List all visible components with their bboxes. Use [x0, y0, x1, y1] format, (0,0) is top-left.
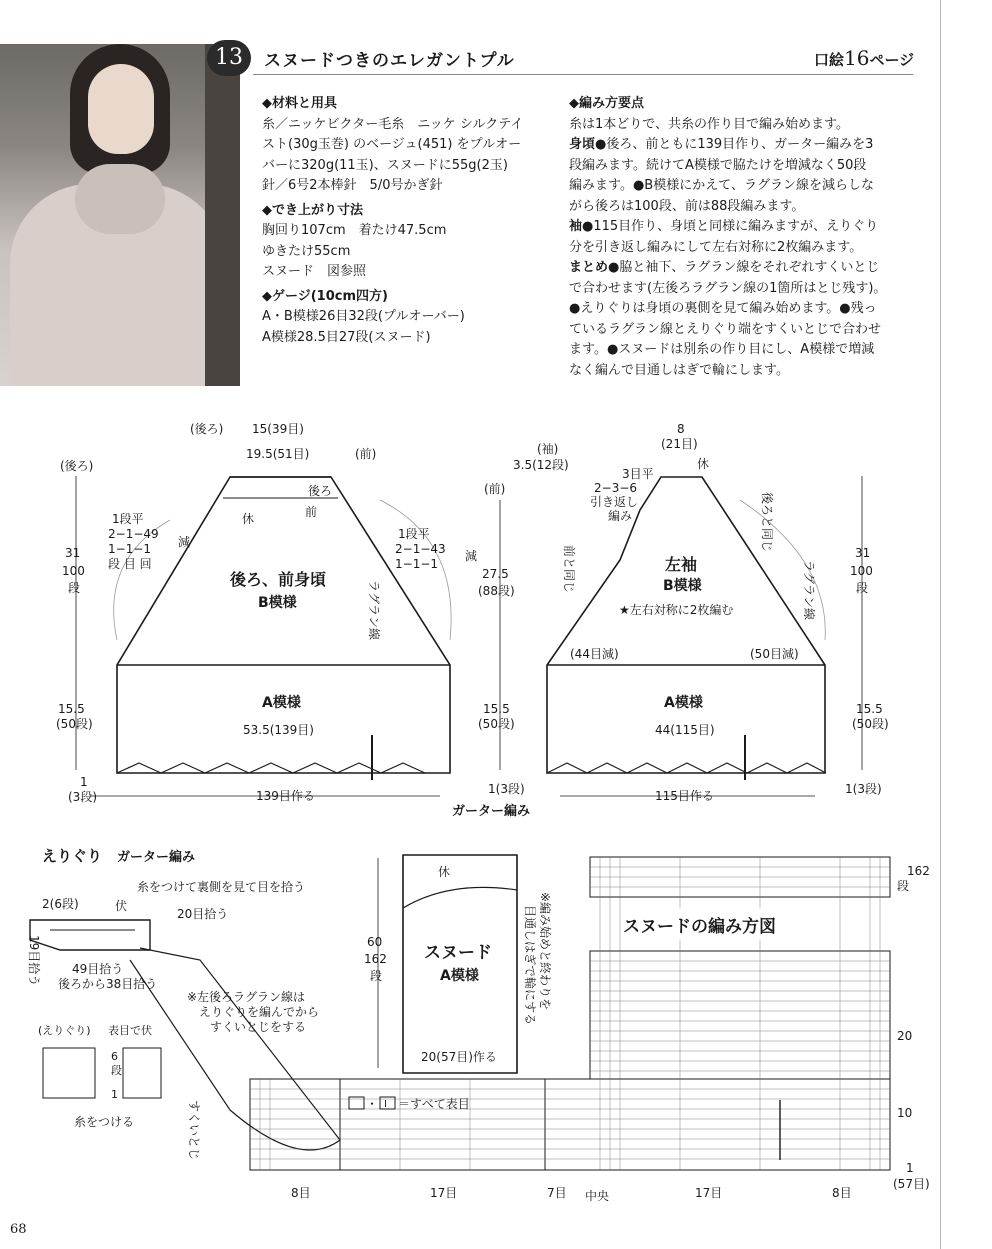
neck-small-6b: 段 [111, 1064, 122, 1077]
body-garter-rows: (3段) [68, 790, 97, 804]
snood-pattern: A模様 [440, 968, 479, 984]
col-7: 7目 [547, 1186, 567, 1200]
body-height-cm: 31 [65, 546, 81, 560]
body-dec-left-tag: 減 [178, 535, 191, 549]
chart-title: スヌードの編み方図 [623, 917, 776, 937]
body-front-height-cm: 27.5 [482, 567, 509, 581]
body-height-rows: 100 [62, 564, 85, 578]
pattern-title: スヌードつきのエレガントプル [264, 51, 515, 71]
body-dec-left-1: 2−1−49 [108, 527, 159, 541]
snood-title: スヌード [424, 943, 492, 963]
body-left-back: (後ろ) [60, 459, 94, 473]
neck-pick20: 20目拾う [177, 907, 229, 921]
neck-pick49: 49目拾う [72, 962, 124, 976]
body-side-cm: 15.5 [58, 702, 85, 716]
sleeve-height-cm: 31 [855, 546, 871, 560]
sleeve-title: 左袖 [665, 555, 698, 574]
sleeve-note: ★左右対称に2枚編む [619, 603, 734, 617]
col-17-left: 17目 [430, 1186, 458, 1200]
sleeve-top-cm: 8 [677, 422, 685, 436]
neck-h1: 2(6段) [42, 897, 79, 911]
row-162: 162 [907, 864, 930, 878]
body-raglan: ラグラン線 [367, 580, 381, 641]
neck-note-2: すくいとじをする [210, 1020, 307, 1034]
snood-height-cm: 60 [367, 935, 383, 949]
sleeve-dec-left: (44目減) [570, 647, 619, 661]
sleeve-top-stitches: (21目) [661, 437, 698, 451]
neck-left19: 19目拾う [27, 935, 41, 987]
body-dec-left-2: 1−1−1 [108, 542, 152, 556]
sleeve-raglan: ラグラン線 [802, 560, 816, 621]
sleeve-height-rows: 100 [850, 564, 873, 578]
body-back-label: 後ろ [308, 484, 333, 498]
snood-height-unit: 段 [370, 969, 383, 983]
neck-note-0: ※左後ろラグラン線は [187, 990, 306, 1004]
body-garter-cm: 1 [80, 775, 88, 789]
body-side-rows: (50段) [56, 717, 93, 731]
body-front-height-rows: (88段) [478, 584, 515, 598]
body-pattern-a: A模様 [262, 695, 301, 711]
materials-column: ◆材料と用具 糸／ニッケビクター毛糸 ニッケ シルクテイ スト(30g玉巻) のベージュ(451) をプルオー バーに320g(11玉)、スヌードに55g(2玉) 針／6号2本棒針 5/0号かぎ針 ◆でき上がり寸法 胸回り107cm 着たけ47.5cm ゆきたけ55cm スヌード 図参照 ◆ゲージ(10cm四方) A・B模様26目32段(プルオーバー) A模様28.5目27段(スヌード) [262, 94, 554, 348]
sleeve-short-rows-3: 編み [608, 509, 633, 523]
body-width: 53.5(139目) [243, 723, 314, 737]
snood-height-rows: 162 [364, 952, 387, 966]
col-17-right: 17目 [695, 1186, 723, 1200]
sleeve-short-rows-0: 3目平 [622, 467, 654, 481]
body-dec-right-1: 2−1−43 [395, 542, 446, 556]
sleeve-dec-right: (50目減) [750, 647, 799, 661]
neck-small-1: 1 [111, 1088, 118, 1101]
size-heading: ◆でき上がり寸法 [262, 202, 363, 218]
body-cast-on: 139目作る [256, 789, 315, 803]
row-162-unit: 段 [897, 879, 910, 893]
neck-bind-off: 表目で伏 [108, 1024, 152, 1037]
body-dec-left-0: 1段平 [112, 512, 144, 526]
sleeve-pattern-a: A模様 [664, 695, 703, 711]
gauge-heading: ◆ゲージ(10cm四方) [262, 288, 388, 304]
row-1: 1 [906, 1161, 914, 1175]
sleeve-top-rows: 3.5(12段) [513, 458, 569, 472]
neck-small-6: 6 [111, 1050, 118, 1063]
sleeve-mark: (袖) [537, 442, 559, 456]
sleeve-left-rows: (50段) [478, 717, 515, 731]
body-dec-right-0: 1段平 [398, 527, 430, 541]
neck-seam: すくいとじ [187, 1100, 201, 1161]
body-top-back-width: 15(39目) [252, 422, 304, 436]
snood-note-1: 目通しはぎで輪にする [523, 905, 537, 1026]
neck-title: えりぐり [42, 847, 103, 865]
sleeve-garter-right: 1(3段) [845, 782, 882, 796]
body-dec-right-tag: 減 [465, 549, 478, 563]
neck-sub: ガーター編み [117, 850, 196, 865]
sleeve-rest: 休 [697, 457, 710, 471]
sleeve-short-rows-1: 2−3−6 [594, 481, 638, 495]
body-dec-right-2: 1−1−1 [395, 557, 439, 571]
body-top-front-width: 19.5(51目) [246, 447, 310, 461]
instructions-heading: ◆編み方要点 [569, 96, 644, 111]
sleeve-same-back: 後ろと同じ [760, 492, 774, 553]
neck-small-label: (えりぐり) [38, 1024, 91, 1037]
neck-note-1: えりぐりを編んでから [199, 1005, 320, 1019]
snood-note-0: ※編み始めと終わりを [538, 892, 552, 1011]
neck-yarn-attach: 糸をつける [74, 1115, 135, 1129]
materials-heading: ◆材料と用具 [262, 96, 337, 111]
col-center: 中央 [585, 1189, 610, 1203]
body-pattern-b: B模様 [258, 595, 297, 611]
sleeve-pattern-b: B模様 [663, 578, 702, 594]
body-front-label: 前 [305, 505, 318, 519]
body-height-unit: 段 [68, 581, 81, 595]
body-top-front: (前) [355, 447, 377, 461]
page-reference: 口絵16ページ [814, 46, 915, 70]
snood-cast-on: 20(57目)作る [421, 1050, 497, 1064]
sleeve-height-unit: 段 [856, 581, 869, 595]
col-8-left: 8目 [291, 1186, 311, 1200]
body-top-back: (後ろ) [190, 422, 224, 436]
sleeve-same-front: 前と同じ [562, 545, 576, 594]
instructions-column: ◆編み方要点 糸は1本どりで、共糸の作り目で編み始めます。 身頃●後ろ、前ともに139目作り、ガーター編みを3 段編みます。続けてA模様で脇たけを増減なく50段 編みます。●B模様にかえて、ラグラン線を減らしな がら後ろは100段、前は88段編みます。 袖●115目作り、身頃と同様に編みますが、えりぐり 分を引き返し編みにして左右対称に2枚編みます。 まとめ●脇と袖下、ラグラン線をそれぞれすくいとじ で合わせます(左後ろラグラン線の1箇所はとじ残す)。 ●えりぐりは身頃の裏側を見て編み始めます。●残っ ているラグラン線とえりぐり端をすくいとじで合わせ ます。●スヌードは別糸の作り目にし、A模様で増減 なく編んで目通しはぎで輪にします。 [569, 94, 914, 381]
body-title: 後ろ、前身頃 [230, 570, 327, 589]
sleeve-side-rows: (50段) [852, 717, 889, 731]
neck-back38: 後ろから38目拾う [58, 977, 158, 991]
body-rest: 休 [242, 512, 255, 526]
body-front-mark: (前) [484, 482, 506, 496]
sleeve-garter-left: 1(3段) [488, 782, 525, 796]
row-10: 10 [897, 1106, 913, 1120]
page-number: 68 [10, 1222, 27, 1237]
sleeve-width: 44(115目) [655, 723, 715, 737]
chart-gridlines [250, 857, 890, 1170]
chart-legend: ＝すべて表目 [398, 1097, 470, 1111]
col-8-right: 8目 [832, 1186, 852, 1200]
neck-join: 糸をつけて裏側を見て目を拾う [137, 880, 306, 894]
pattern-number-badge: 13 [207, 40, 251, 76]
row-1-stitches: (57目) [893, 1177, 930, 1191]
sleeve-side-cm: 15.5 [856, 702, 883, 716]
row-20: 20 [897, 1029, 913, 1043]
legend-box-symbol: I [384, 1099, 387, 1110]
body-dec-left-3: 段 目 回 [108, 557, 152, 571]
neck-bind: 伏 [115, 899, 128, 913]
sleeve-left-cm: 15.5 [483, 702, 510, 716]
sleeve-short-rows-2: 引き返し [590, 495, 639, 509]
snood-rest: 休 [438, 865, 451, 879]
sleeve-cast-on: 115目作る [655, 789, 714, 803]
garter-label: ガーター編み [452, 804, 531, 819]
svg-text:・: ・ [366, 1097, 379, 1111]
